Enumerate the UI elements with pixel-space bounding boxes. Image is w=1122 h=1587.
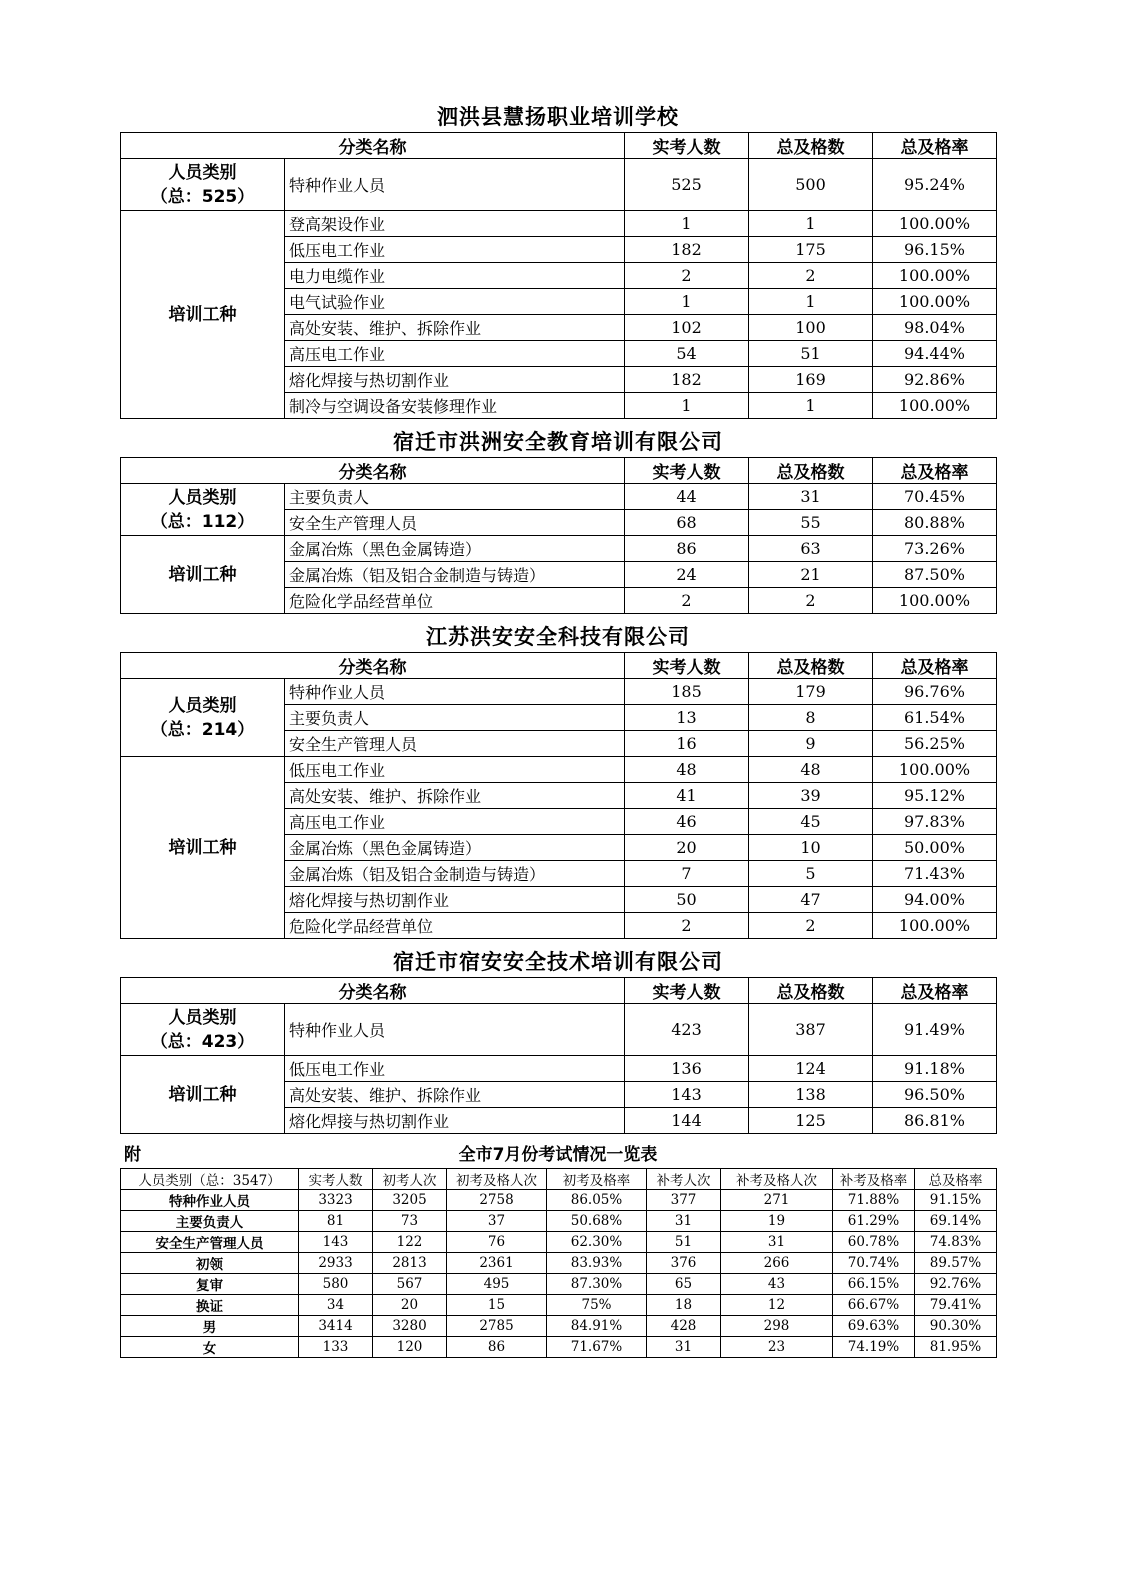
summary-cell: 69.63%	[833, 1316, 915, 1337]
row-name: 熔化焊接与热切割作业	[285, 887, 625, 913]
row-passed: 47	[749, 887, 873, 913]
personnel-label: 人员类别	[168, 487, 237, 508]
summary-cell: 66.67%	[833, 1295, 915, 1316]
row-taken: 68	[625, 510, 749, 536]
summary-row	[121, 1253, 997, 1274]
row-rate: 56.25%	[873, 731, 997, 757]
summary-cell: 86.05%	[547, 1190, 647, 1211]
row-name: 主要负责人	[285, 705, 625, 731]
summary-column-header: 初考及格率	[547, 1169, 647, 1190]
header-name: 分类名称	[121, 458, 625, 484]
row-name: 低压电工作业	[285, 757, 625, 783]
summary-row	[121, 1295, 997, 1316]
row-passed: 8	[749, 705, 873, 731]
row-passed: 9	[749, 731, 873, 757]
row-taken: 20	[625, 835, 749, 861]
summary-cell: 580	[299, 1274, 373, 1295]
row-rate: 100.00%	[873, 263, 997, 289]
summary-column-header: 总及格率	[915, 1169, 997, 1190]
row-passed: 2	[749, 913, 873, 939]
summary-cell: 76	[447, 1232, 547, 1253]
row-passed: 21	[749, 562, 873, 588]
summary-row-label: 女	[121, 1337, 299, 1358]
summary-cell: 3280	[373, 1316, 447, 1337]
summary-cell: 31	[721, 1232, 833, 1253]
summary-cell: 84.91%	[547, 1316, 647, 1337]
row-rate: 50.00%	[873, 835, 997, 861]
table-header-row	[121, 133, 997, 159]
row-name: 金属冶炼（黑色金属铸造）	[285, 835, 625, 861]
summary-cell: 495	[447, 1274, 547, 1295]
row-passed: 2	[749, 588, 873, 614]
row-name: 制冷与空调设备安装修理作业	[285, 393, 625, 419]
summary-cell: 70.74%	[833, 1253, 915, 1274]
section-gap	[120, 419, 996, 427]
summary-header	[120, 1142, 996, 1168]
row-rate: 100.00%	[873, 913, 997, 939]
row-passed: 169	[749, 367, 873, 393]
summary-cell: 3323	[299, 1190, 373, 1211]
row-name: 危险化学品经营单位	[285, 588, 625, 614]
table-row	[121, 679, 997, 705]
personnel-group-label	[121, 484, 285, 536]
row-name: 主要负责人	[285, 484, 625, 510]
summary-column-header: 补考人次	[647, 1169, 721, 1190]
row-passed: 1	[749, 393, 873, 419]
summary-cell: 271	[721, 1190, 833, 1211]
school-table	[120, 457, 997, 614]
summary-row	[121, 1316, 997, 1337]
row-taken: 1	[625, 289, 749, 315]
row-rate: 73.26%	[873, 536, 997, 562]
row-taken: 1	[625, 211, 749, 237]
summary-column-header: 人员类别（总：3547）	[121, 1169, 299, 1190]
row-passed: 45	[749, 809, 873, 835]
summary-cell: 567	[373, 1274, 447, 1295]
row-taken: 102	[625, 315, 749, 341]
row-passed: 100	[749, 315, 873, 341]
row-taken: 1	[625, 393, 749, 419]
personnel-label: 人员类别	[168, 1007, 237, 1028]
header-passed: 总及格数	[749, 458, 873, 484]
summary-cell: 298	[721, 1316, 833, 1337]
table-row	[121, 211, 997, 237]
header-rate: 总及格率	[873, 458, 997, 484]
row-taken: 44	[625, 484, 749, 510]
row-taken: 2	[625, 588, 749, 614]
row-taken: 46	[625, 809, 749, 835]
row-rate: 96.15%	[873, 237, 997, 263]
row-rate: 100.00%	[873, 211, 997, 237]
personnel-total: （总：525）	[150, 186, 255, 207]
school-title: 宿迁市宿安安全技术培训有限公司	[393, 950, 723, 974]
school-title: 宿迁市洪洲安全教育培训有限公司	[393, 430, 723, 454]
summary-column-header: 实考人数	[299, 1169, 373, 1190]
summary-cell: 79.41%	[915, 1295, 997, 1316]
personnel-label: 人员类别	[168, 695, 237, 716]
summary-cell: 377	[647, 1190, 721, 1211]
row-passed: 55	[749, 510, 873, 536]
training-group-label: 培训工种	[121, 536, 285, 614]
row-name: 高压电工作业	[285, 341, 625, 367]
row-passed: 10	[749, 835, 873, 861]
row-taken: 525	[625, 159, 749, 211]
personnel-label: 人员类别	[168, 162, 237, 183]
summary-column-header: 初考人次	[373, 1169, 447, 1190]
summary-cell: 75%	[547, 1295, 647, 1316]
personnel-group-label	[121, 679, 285, 757]
table-header-row	[121, 458, 997, 484]
header-name: 分类名称	[121, 978, 625, 1004]
summary-cell: 23	[721, 1337, 833, 1358]
row-name: 危险化学品经营单位	[285, 913, 625, 939]
summary-cell: 122	[373, 1232, 447, 1253]
summary-cell: 2758	[447, 1190, 547, 1211]
personnel-total: （总：214）	[150, 719, 255, 740]
summary-cell: 86	[447, 1337, 547, 1358]
personnel-total: （总：112）	[150, 511, 255, 532]
training-group-label: 培训工种	[121, 757, 285, 939]
row-taken: 136	[625, 1056, 749, 1082]
header-passed: 总及格数	[749, 133, 873, 159]
row-rate: 80.88%	[873, 510, 997, 536]
row-taken: 2	[625, 913, 749, 939]
row-rate: 86.81%	[873, 1108, 997, 1134]
summary-cell: 2361	[447, 1253, 547, 1274]
row-taken: 2	[625, 263, 749, 289]
row-taken: 50	[625, 887, 749, 913]
summary-cell: 74.19%	[833, 1337, 915, 1358]
table-row	[121, 1056, 997, 1082]
summary-cell: 74.83%	[915, 1232, 997, 1253]
row-name: 金属冶炼（黑色金属铸造）	[285, 536, 625, 562]
row-passed: 63	[749, 536, 873, 562]
summary-row-label: 复审	[121, 1274, 299, 1295]
summary-cell: 143	[299, 1232, 373, 1253]
summary-row	[121, 1190, 997, 1211]
row-taken: 182	[625, 367, 749, 393]
table-row	[121, 1004, 997, 1056]
section-gap	[120, 939, 996, 947]
document-page	[120, 102, 996, 1358]
summary-cell: 34	[299, 1295, 373, 1316]
summary-cell: 60.78%	[833, 1232, 915, 1253]
summary-cell: 31	[647, 1211, 721, 1232]
summary-cell: 89.57%	[915, 1253, 997, 1274]
header-name: 分类名称	[121, 653, 625, 679]
summary-row	[121, 1274, 997, 1295]
row-name: 熔化焊接与热切割作业	[285, 1108, 625, 1134]
summary-cell: 2933	[299, 1253, 373, 1274]
school-sections	[120, 102, 996, 1142]
summary-cell: 428	[647, 1316, 721, 1337]
row-name: 特种作业人员	[285, 679, 625, 705]
header-rate: 总及格率	[873, 653, 997, 679]
row-taken: 41	[625, 783, 749, 809]
row-rate: 94.44%	[873, 341, 997, 367]
table-header-row	[121, 653, 997, 679]
row-taken: 423	[625, 1004, 749, 1056]
header-taken: 实考人数	[625, 458, 749, 484]
row-passed: 175	[749, 237, 873, 263]
row-taken: 182	[625, 237, 749, 263]
row-name: 安全生产管理人员	[285, 510, 625, 536]
summary-row-label: 主要负责人	[121, 1211, 299, 1232]
row-name: 电气试验作业	[285, 289, 625, 315]
row-passed: 2	[749, 263, 873, 289]
summary-cell: 3205	[373, 1190, 447, 1211]
summary-row-label: 换证	[121, 1295, 299, 1316]
row-passed: 500	[749, 159, 873, 211]
school-title: 泗洪县慧扬职业培训学校	[437, 105, 679, 129]
summary-cell: 92.76%	[915, 1274, 997, 1295]
summary-cell: 50.68%	[547, 1211, 647, 1232]
row-rate: 97.83%	[873, 809, 997, 835]
summary-cell: 266	[721, 1253, 833, 1274]
summary-cell: 81	[299, 1211, 373, 1232]
summary-column-header: 初考及格人次	[447, 1169, 547, 1190]
row-name: 低压电工作业	[285, 237, 625, 263]
summary-cell: 19	[721, 1211, 833, 1232]
appendix-label: 附	[124, 1145, 141, 1165]
summary-cell: 87.30%	[547, 1274, 647, 1295]
section-gap	[120, 1134, 996, 1142]
school-table	[120, 977, 997, 1134]
row-rate: 91.18%	[873, 1056, 997, 1082]
summary-cell: 120	[373, 1337, 447, 1358]
row-rate: 71.43%	[873, 861, 997, 887]
row-passed: 5	[749, 861, 873, 887]
row-rate: 98.04%	[873, 315, 997, 341]
header-name: 分类名称	[121, 133, 625, 159]
header-rate: 总及格率	[873, 133, 997, 159]
row-rate: 61.54%	[873, 705, 997, 731]
row-rate: 100.00%	[873, 588, 997, 614]
row-name: 高压电工作业	[285, 809, 625, 835]
summary-row-label: 初领	[121, 1253, 299, 1274]
row-passed: 48	[749, 757, 873, 783]
summary-cell: 71.67%	[547, 1337, 647, 1358]
table-row	[121, 484, 997, 510]
row-name: 熔化焊接与热切割作业	[285, 367, 625, 393]
summary-cell: 71.88%	[833, 1190, 915, 1211]
row-rate: 100.00%	[873, 289, 997, 315]
row-rate: 95.12%	[873, 783, 997, 809]
summary-cell: 73	[373, 1211, 447, 1232]
table-header-row	[121, 978, 997, 1004]
summary-row	[121, 1211, 997, 1232]
summary-cell: 31	[647, 1337, 721, 1358]
row-rate: 96.76%	[873, 679, 997, 705]
row-rate: 100.00%	[873, 757, 997, 783]
row-name: 特种作业人员	[285, 1004, 625, 1056]
row-rate: 94.00%	[873, 887, 997, 913]
summary-cell: 83.93%	[547, 1253, 647, 1274]
row-rate: 96.50%	[873, 1082, 997, 1108]
summary-row-label: 男	[121, 1316, 299, 1337]
summary-cell: 81.95%	[915, 1337, 997, 1358]
header-taken: 实考人数	[625, 978, 749, 1004]
row-name: 高处安装、维护、拆除作业	[285, 315, 625, 341]
row-name: 低压电工作业	[285, 1056, 625, 1082]
training-group-label: 培训工种	[121, 211, 285, 419]
row-rate: 70.45%	[873, 484, 997, 510]
summary-row-label: 特种作业人员	[121, 1190, 299, 1211]
summary-cell: 15	[447, 1295, 547, 1316]
school-title: 江苏洪安安全科技有限公司	[426, 625, 690, 649]
row-passed: 39	[749, 783, 873, 809]
row-passed: 124	[749, 1056, 873, 1082]
summary-cell: 69.14%	[915, 1211, 997, 1232]
row-name: 高处安装、维护、拆除作业	[285, 783, 625, 809]
summary-cell: 12	[721, 1295, 833, 1316]
table-row	[121, 536, 997, 562]
row-name: 登高架设作业	[285, 211, 625, 237]
personnel-group-label	[121, 1004, 285, 1056]
row-rate: 95.24%	[873, 159, 997, 211]
summary-cell: 66.15%	[833, 1274, 915, 1295]
table-row	[121, 757, 997, 783]
summary-cell: 3414	[299, 1316, 373, 1337]
row-rate: 91.49%	[873, 1004, 997, 1056]
row-taken: 185	[625, 679, 749, 705]
row-passed: 1	[749, 289, 873, 315]
summary-section	[120, 1142, 996, 1358]
summary-cell: 62.30%	[547, 1232, 647, 1253]
summary-cell: 43	[721, 1274, 833, 1295]
summary-row	[121, 1232, 997, 1253]
summary-row-label: 安全生产管理人员	[121, 1232, 299, 1253]
row-passed: 179	[749, 679, 873, 705]
row-name: 金属冶炼（铝及铝合金制造与铸造）	[285, 562, 625, 588]
row-name: 电力电缆作业	[285, 263, 625, 289]
header-passed: 总及格数	[749, 978, 873, 1004]
row-passed: 51	[749, 341, 873, 367]
row-name: 安全生产管理人员	[285, 731, 625, 757]
summary-body	[121, 1190, 997, 1358]
summary-cell: 2813	[373, 1253, 447, 1274]
row-taken: 48	[625, 757, 749, 783]
summary-cell: 20	[373, 1295, 447, 1316]
row-rate: 92.86%	[873, 367, 997, 393]
school-table	[120, 652, 997, 939]
row-passed: 138	[749, 1082, 873, 1108]
row-taken: 24	[625, 562, 749, 588]
row-taken: 86	[625, 536, 749, 562]
summary-cell: 18	[647, 1295, 721, 1316]
header-taken: 实考人数	[625, 653, 749, 679]
personnel-group-label	[121, 159, 285, 211]
summary-header-row	[121, 1169, 997, 1190]
summary-row	[121, 1337, 997, 1358]
summary-cell: 51	[647, 1232, 721, 1253]
row-taken: 144	[625, 1108, 749, 1134]
row-name: 金属冶炼（铝及铝合金制造与铸造）	[285, 861, 625, 887]
training-group-label: 培训工种	[121, 1056, 285, 1134]
summary-table	[120, 1168, 997, 1358]
summary-cell: 90.30%	[915, 1316, 997, 1337]
header-taken: 实考人数	[625, 133, 749, 159]
row-name: 特种作业人员	[285, 159, 625, 211]
row-passed: 125	[749, 1108, 873, 1134]
personnel-total: （总：423）	[150, 1031, 255, 1052]
school-table	[120, 132, 997, 419]
row-name: 高处安装、维护、拆除作业	[285, 1082, 625, 1108]
summary-cell: 61.29%	[833, 1211, 915, 1232]
row-taken: 7	[625, 861, 749, 887]
summary-cell: 2785	[447, 1316, 547, 1337]
row-passed: 31	[749, 484, 873, 510]
row-taken: 143	[625, 1082, 749, 1108]
row-taken: 16	[625, 731, 749, 757]
summary-cell: 91.15%	[915, 1190, 997, 1211]
row-passed: 387	[749, 1004, 873, 1056]
summary-cell: 65	[647, 1274, 721, 1295]
summary-column-header: 补考及格人次	[721, 1169, 833, 1190]
section-gap	[120, 614, 996, 622]
row-taken: 54	[625, 341, 749, 367]
header-passed: 总及格数	[749, 653, 873, 679]
summary-cell: 37	[447, 1211, 547, 1232]
row-passed: 1	[749, 211, 873, 237]
summary-title: 全市7月份考试情况一览表	[458, 1145, 658, 1165]
row-rate: 100.00%	[873, 393, 997, 419]
row-rate: 87.50%	[873, 562, 997, 588]
summary-column-header: 补考及格率	[833, 1169, 915, 1190]
row-taken: 13	[625, 705, 749, 731]
summary-cell: 133	[299, 1337, 373, 1358]
summary-cell: 376	[647, 1253, 721, 1274]
header-rate: 总及格率	[873, 978, 997, 1004]
table-row	[121, 159, 997, 211]
